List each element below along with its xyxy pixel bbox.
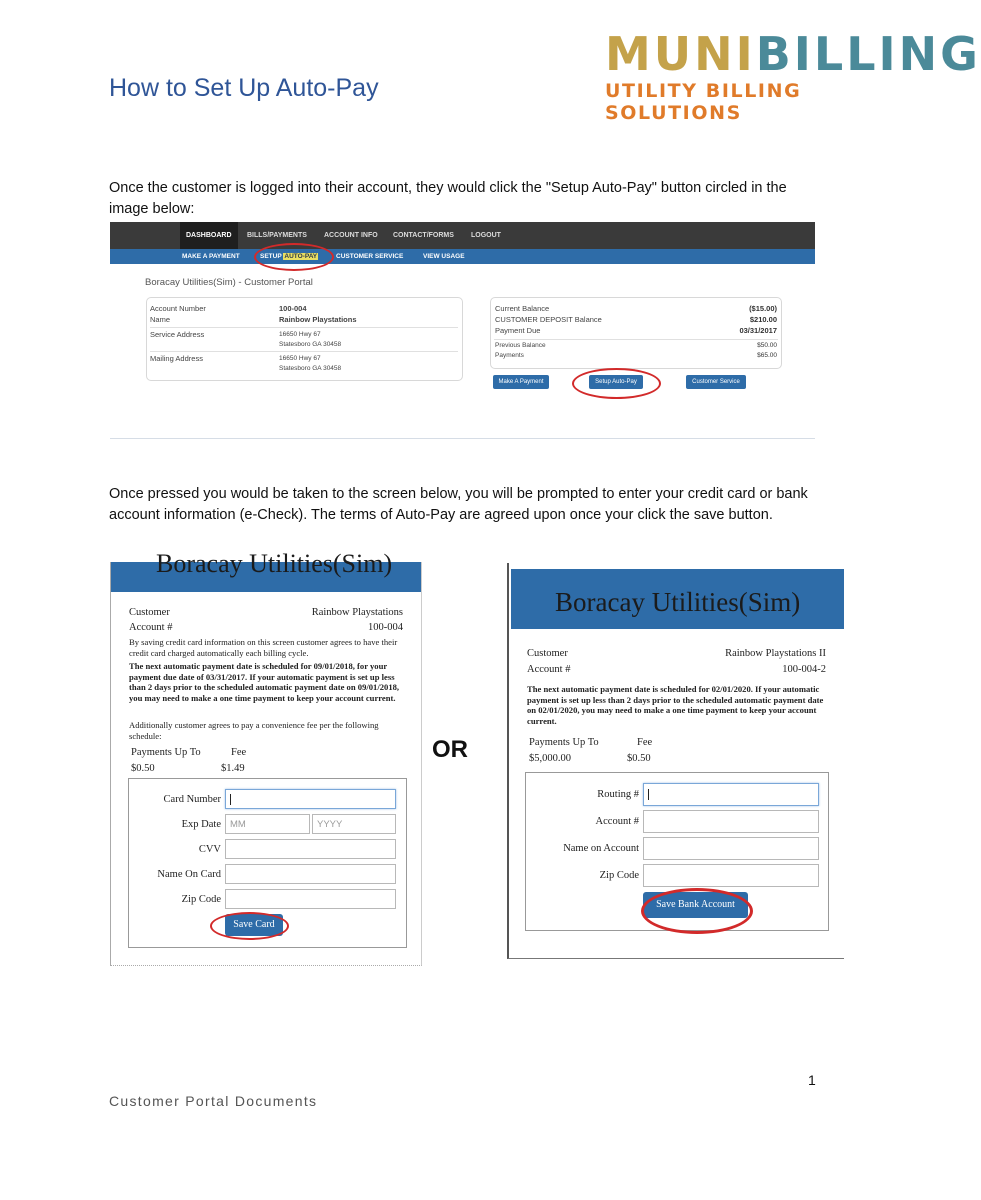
card-entry-box — [128, 778, 407, 948]
customer-label: Customer — [129, 607, 170, 618]
service-address-label: Service Address — [150, 330, 205, 339]
zip-code-input[interactable] — [225, 889, 396, 909]
payments-up-to-value: $0.50 — [131, 763, 155, 774]
subnav-setup-prefix: SETUP — [260, 253, 282, 260]
exp-date-label: Exp Date — [181, 819, 221, 830]
next-payment-notice: The next automatic payment date is scheduled for 02/01/2020. If your automatic payment is set up less than 2 days prior to the scheduled automatic payment date on 02/01/2020, you may need to make a one time payment to keep your account current. — [527, 684, 824, 726]
account-number-label: Account Number — [150, 304, 206, 313]
payments-value: $65.00 — [757, 352, 777, 359]
account-value: 100-004 — [368, 622, 403, 633]
setup-autopay-button-circle — [572, 368, 661, 399]
account-label: Account # — [129, 622, 173, 633]
card-form-header — [111, 549, 421, 592]
account-number-value: 100-004 — [279, 304, 307, 313]
portal-dashboard-screenshot — [110, 222, 815, 439]
service-address-line2: Statesboro GA 30458 — [279, 341, 342, 348]
logo-tagline: UTILITY BILLING SOLUTIONS — [605, 80, 802, 124]
portal-sub-nav — [110, 249, 815, 264]
cvv-input[interactable] — [225, 839, 396, 859]
previous-balance-value: $50.00 — [757, 342, 777, 349]
nav-account-info[interactable]: ACCOUNT INFO — [324, 232, 378, 239]
bank-form-header-text: Boracay Utilities(Sim) — [555, 587, 801, 617]
payments-up-to-label: Payments Up To — [131, 747, 201, 758]
nav-contact-forms[interactable]: CONTACT/FORMS — [393, 232, 454, 239]
service-address-line1: 16650 Hwy 67 — [279, 331, 321, 338]
zip-code-label: Zip Code — [181, 894, 221, 905]
mailing-address-line1: 16650 Hwy 67 — [279, 355, 321, 362]
mailing-address-label: Mailing Address — [150, 354, 203, 363]
nav-logout[interactable]: LOGOUT — [471, 232, 501, 239]
routing-input[interactable] — [643, 783, 819, 806]
previous-balance-label: Previous Balance — [495, 342, 546, 349]
payments-label: Payments — [495, 352, 524, 359]
name-on-account-input[interactable] — [643, 837, 819, 860]
document-title: How to Set Up Auto-Pay — [109, 74, 379, 102]
footer-text: Customer Portal Documents — [109, 1093, 318, 1109]
name-value: Rainbow Playstations — [279, 315, 357, 324]
text-cursor — [648, 789, 649, 800]
credit-card-form-screenshot — [110, 549, 422, 966]
portal-title: Boracay Utilities(Sim) - Customer Portal — [145, 277, 313, 288]
payments-up-to-value: $5,000.00 — [529, 753, 571, 764]
current-balance-label: Current Balance — [495, 304, 550, 313]
customer-label: Customer — [527, 648, 568, 659]
customer-value: Rainbow Playstations — [311, 607, 403, 618]
mailing-address-line2: Statesboro GA 30458 — [279, 365, 342, 372]
account-number-input[interactable] — [643, 810, 819, 833]
payment-due-label: Payment Due — [495, 326, 541, 335]
customer-value: Rainbow Playstations II — [725, 648, 826, 659]
payments-up-to-label: Payments Up To — [529, 737, 599, 748]
logo-muni-text: MUNI — [605, 27, 756, 81]
card-number-input[interactable] — [225, 789, 396, 809]
fee-label: Fee — [637, 737, 653, 748]
portal-top-nav — [110, 222, 815, 249]
routing-label: Routing # — [597, 789, 639, 800]
exp-month-input[interactable]: MM — [225, 814, 310, 834]
agreement-text: By saving credit card information on this screen customer agrees to have their credit card charged automatically each billing cycle. — [129, 637, 398, 658]
page-number: 1 — [808, 1072, 816, 1088]
fee-value: $1.49 — [221, 763, 245, 774]
zip-code-input[interactable] — [643, 864, 819, 887]
nav-bills-payments[interactable]: BILLS/PAYMENTS — [247, 232, 307, 239]
munibilling-logo — [605, 27, 981, 81]
name-label: Name — [150, 315, 171, 324]
subnav-customer-service[interactable]: CUSTOMER SERVICE — [336, 253, 404, 260]
bank-entry-box — [525, 772, 829, 931]
divider — [494, 339, 778, 340]
name-on-card-label: Name On Card — [157, 869, 221, 880]
account-label: Account # — [527, 664, 571, 675]
divider — [150, 351, 458, 352]
fee-label: Fee — [231, 747, 247, 758]
customer-service-button[interactable]: Customer Service — [686, 375, 746, 389]
convenience-fee-text: Additionally customer agrees to pay a convenience fee per the following schedule: — [129, 720, 379, 741]
next-payment-notice: The next automatic payment date is scheduled for 09/01/2018, for your payment due date of 03/31/2017. If your automatic payment is set up less than 2 days prior to the scheduled automatic payment date on 09/01/2018, you may need to make a one time payment to keep your account current. — [129, 661, 400, 703]
card-form-header-text: Boracay Utilities(Sim) — [156, 549, 393, 578]
zip-code-label: Zip Code — [599, 870, 639, 881]
second-paragraph: Once pressed you would be taken to the screen below, you will be prompted to enter your credit card or bank account information (e-Check). The terms of Auto-Pay are agreed upon once your click the save button. — [109, 486, 808, 523]
fee-value: $0.50 — [627, 753, 651, 764]
account-number-label: Account # — [595, 816, 639, 827]
text-cursor — [230, 794, 231, 805]
nav-dashboard[interactable]: DASHBOARD — [180, 222, 238, 249]
card-number-label: Card Number — [163, 794, 221, 805]
subnav-make-payment[interactable]: MAKE A PAYMENT — [182, 253, 240, 260]
deposit-balance-label: CUSTOMER DEPOSIT Balance — [495, 315, 602, 324]
or-divider-text: OR — [432, 736, 468, 763]
save-card-button[interactable]: Save Card — [225, 914, 283, 936]
name-on-card-input[interactable] — [225, 864, 396, 884]
name-on-account-label: Name on Account — [563, 843, 639, 854]
save-card-circle — [210, 912, 289, 940]
balance-box — [490, 297, 782, 369]
intro-paragraph: Once the customer is logged into their account, they would click the "Setup Auto-Pay" button circled in the image below: — [109, 180, 787, 217]
setup-autopay-button[interactable]: Setup Auto-Pay — [589, 375, 643, 389]
deposit-balance-value: $210.00 — [749, 315, 777, 324]
account-info-box — [146, 297, 463, 381]
payment-due-value: 03/31/2017 — [739, 326, 777, 335]
save-bank-account-button[interactable]: Save Bank Account — [643, 892, 748, 918]
divider — [150, 327, 458, 328]
logo-billing-text: BILLING — [755, 27, 981, 81]
cvv-label: CVV — [198, 844, 221, 855]
account-value: 100-004-2 — [782, 664, 826, 675]
subnav-autopay-highlight: AUTO-PAY — [284, 253, 318, 260]
setup-autopay-nav-circle — [254, 243, 334, 271]
subnav-view-usage[interactable]: VIEW USAGE — [423, 253, 465, 260]
make-payment-button[interactable]: Make A Payment — [493, 375, 549, 389]
bank-account-form-screenshot — [507, 563, 844, 959]
current-balance-value: ($15.00) — [749, 304, 777, 313]
bank-form-header — [511, 569, 844, 629]
save-bank-account-circle — [641, 888, 753, 934]
exp-year-input[interactable]: YYYY — [312, 814, 396, 834]
